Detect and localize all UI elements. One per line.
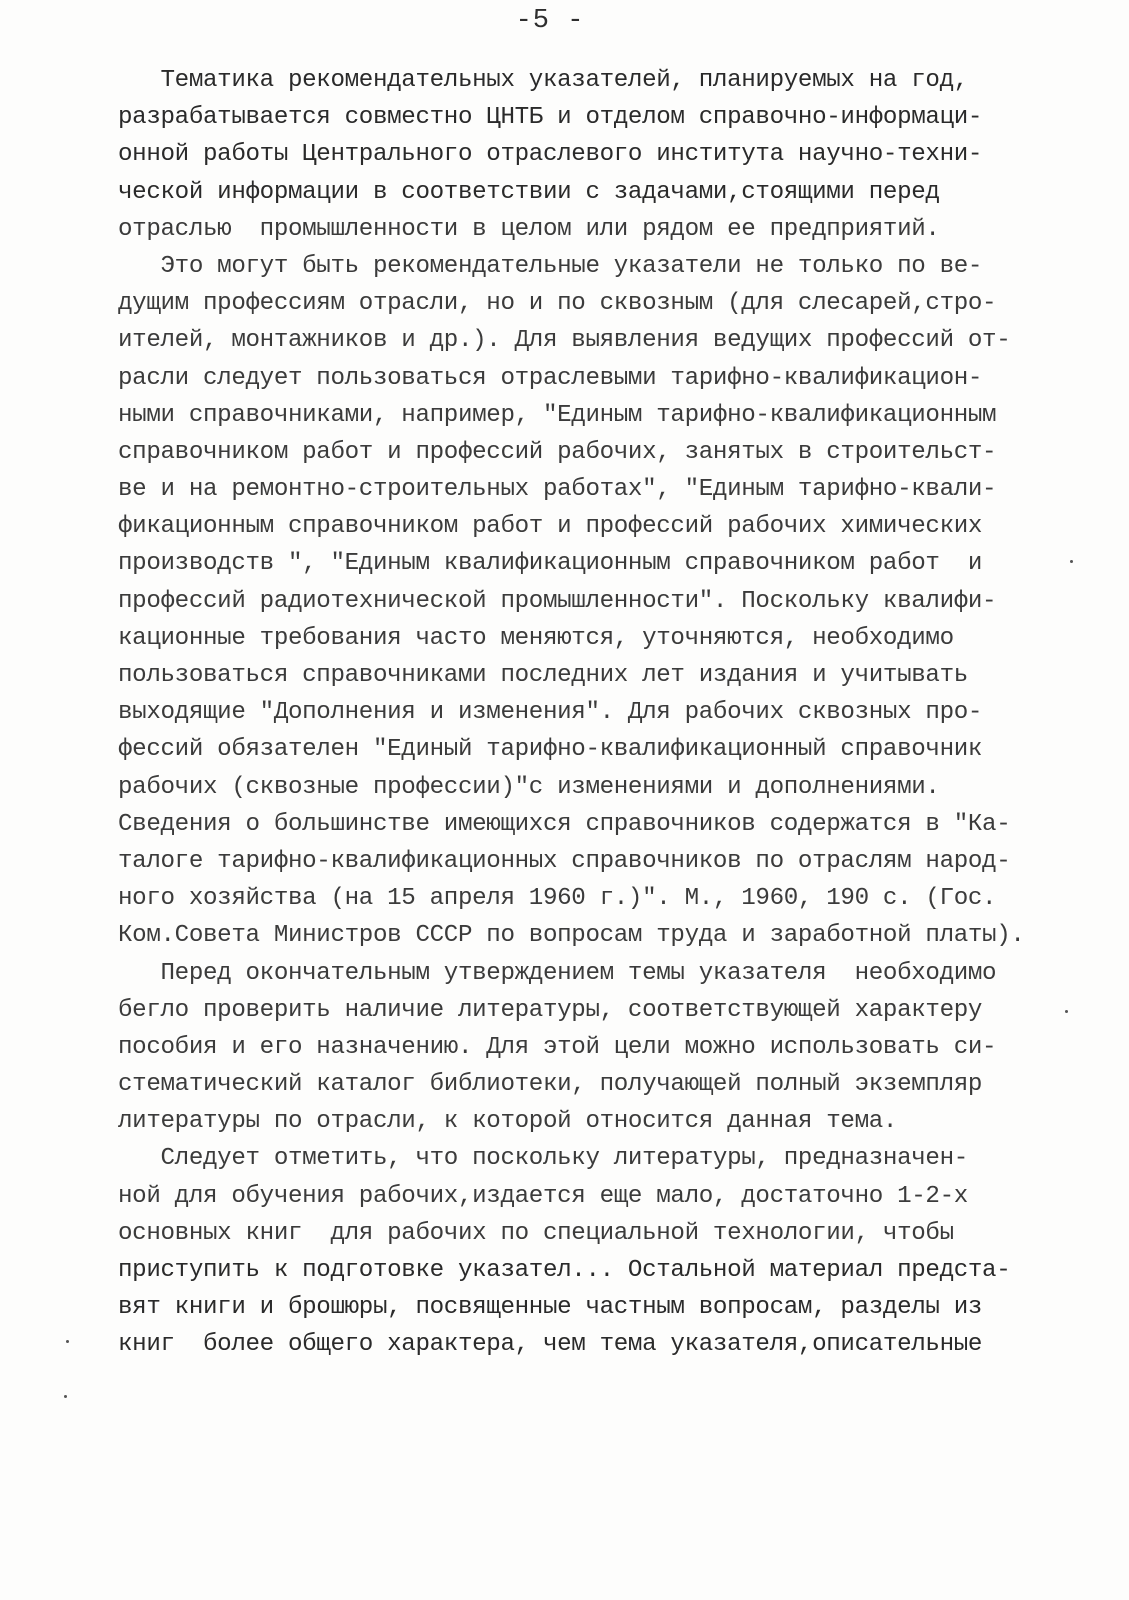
ink-speck — [64, 1395, 67, 1398]
text-line: профессий радиотехнической промышленности". Поскольку квалифи- — [118, 587, 997, 615]
text-line: дущим профессиям отрасли, но и по сквозным (для слесарей,стро- — [118, 290, 997, 318]
text-line: пособия и его назначению. Для этой цели можно использовать си- — [118, 1033, 997, 1061]
text-line: вят книги и брошюры, посвященные частным вопросам, разделы из — [118, 1294, 983, 1322]
body-text — [118, 62, 1078, 1364]
text-line: справочником работ и профессий рабочих, занятых в строительст- — [118, 438, 997, 466]
text-line: производств ", "Единым квалификационным справочником работ и — [118, 550, 983, 578]
text-line: выходящие "Дополнения и изменения". Для рабочих сквозных про- — [118, 699, 983, 727]
text-line: пользоваться справочниками последних лет издания и учитывать — [118, 662, 968, 689]
text-line: Ком.Совета Министров СССР по вопросам труда и заработной платы). — [118, 922, 1025, 950]
text-line: расли следует пользоваться отраслевыми тарифно-квалификацион- — [118, 364, 983, 392]
text-line: фикационным справочником работ и профессий рабочих химических — [118, 513, 983, 541]
text-line: ве и на ремонтно-строительных работах", "Единым тарифно-квали- — [118, 476, 997, 504]
text-line: талоге тарифно-квалификационных справочников по отраслям народ- — [118, 847, 1011, 875]
ink-speck — [1065, 1010, 1068, 1013]
text-line: стематический каталог библиотеки, получающей полный экземпляр — [118, 1071, 983, 1099]
text-line: кационные требования часто меняются, уточняются, необходимо — [118, 624, 954, 652]
text-line: ными справочниками, например, "Единым тарифно-квалификационным — [118, 401, 997, 429]
text-line: разрабатывается совместно ЦНТБ и отделом справочно-информаци- — [118, 104, 983, 132]
text-line: литературы по отрасли, к которой относится данная тема. — [118, 1108, 898, 1136]
ink-speck — [66, 1340, 69, 1343]
text-line: ной для обучения рабочих,издается еще мало, достаточно 1-2-х — [118, 1182, 968, 1210]
page-number: -5 - — [515, 6, 585, 36]
ink-speck — [1070, 560, 1073, 563]
text-line: ителей, монтажников и др.). Для выявления ведущих профессий от- — [118, 327, 1011, 355]
text-line: отраслью промышленности в целом или рядом ее предприятий. — [118, 215, 940, 243]
text-line: Перед окончательным утверждением темы указателя необходимо — [118, 959, 997, 987]
text-line: фессий обязателен "Единый тарифно-квалификационный справочник — [118, 736, 983, 764]
text-line: бегло проверить наличие литературы, соответствующей характеру — [118, 996, 983, 1024]
text-line: Сведения о большинстве имеющихся справочников содержатся в "Ка- — [118, 810, 1011, 838]
text-line: рабочих (сквозные профессии)"с изменениями и дополнениями. — [118, 773, 940, 801]
text-line: ного хозяйства (на 15 апреля 1960 г.)". М., 1960, 190 с. (Гос. — [118, 885, 997, 913]
text-line: основных книг для рабочих по специальной технологии, чтобы — [118, 1219, 954, 1247]
text-line: Следует отметить, что поскольку литературы, предназначен- — [118, 1145, 968, 1173]
text-line: онной работы Центрального отраслевого института научно-техни- — [118, 141, 983, 169]
text-line: Тематика рекомендательных указателей, планируемых на год, — [118, 67, 968, 94]
text-line: Это могут быть рекомендательные указатели не только по ве- — [118, 252, 983, 280]
text-line: ческой информации в соответствии с задачами,стоящими перед — [118, 178, 940, 206]
text-line: книг более общего характера, чем тема указателя,описательные — [118, 1331, 983, 1359]
text-line: приступить к подготовке указател... Остальной материал предста- — [118, 1257, 1011, 1284]
